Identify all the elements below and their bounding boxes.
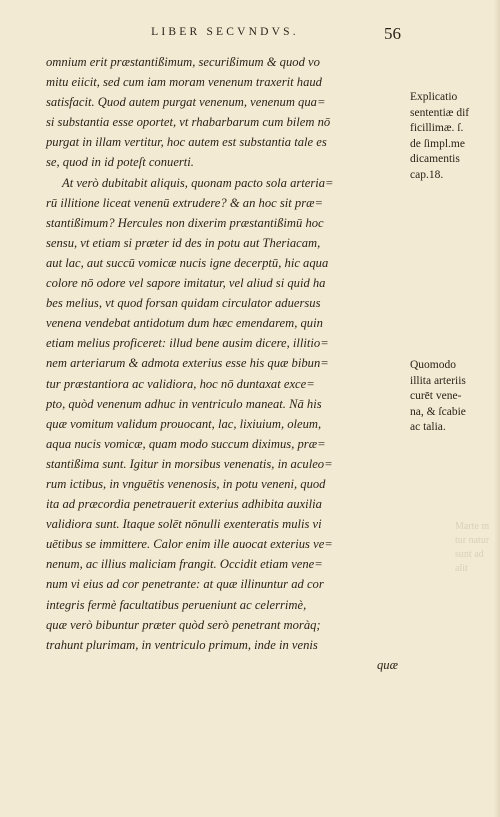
margin-note-line: Quomodo [410,359,456,371]
text-line: nenum, ac illius maliciam frangit. Occidit etiam vene= [46,557,323,572]
margin-note-line: curēt vene- [410,390,462,402]
text-line: colore nō odore vel sapore imitatur, vel aliud si quid ha [46,276,326,291]
text-line: At verò dubitabit aliquis, quonam pacto sola arteria= [62,175,334,190]
text-line: quæ vomitum validum prouocant, lac, lixiuium, oleum, [46,416,322,431]
text-line: satisfacit. Quod autem purgat venenum, venenum qua= [46,95,326,110]
margin-note-line: Explicatio [410,91,458,103]
text-line: stantißimum? Hercules non dixerim præstantißimū hoc [46,215,324,230]
text-line: omnium erit præstantißimum, securißimum & quod vo [46,55,320,69]
text-line: uētibus se immittere. Calor enim ille auocat exterius ve= [46,537,333,552]
margin-note-line: de ſimpl.me [410,137,465,150]
bleed-line: Marte m [455,521,490,532]
margin-note-line: sententiæ dif [410,106,470,119]
text-line: nem arteriarum & admota exterius esse his quæ bibun= [46,356,329,371]
text-line: mitu eiicit, sed cum iam moram venenum traxerit haud [46,75,322,90]
margin-note-line: dicamentis [410,153,460,165]
margin-note-line: cap.18. [410,168,444,181]
text-line: integris fermè facultatibus perueniunt ac celerrimè, [46,597,307,612]
text-line: venena vendebat antidotum dum hæc emendarem, quin [46,316,323,331]
margin-note-line: na, & ſcabie [410,405,466,418]
text-line: trahunt plurimam, in ventriculo primum, inde in venis [46,637,318,652]
text-line: se, quod in id poteſt conuerti. [46,155,194,170]
text-line: validiora sunt. Itaque solēt nōnulli exenteratis mulis vi [46,517,322,532]
margin-note-line: ac talia. [410,421,446,433]
running-title: LIBER SECVNDVS. [151,26,299,38]
bleed-line: alit [455,563,468,574]
main-text-block [46,52,402,675]
text-line: etiam melius proficeret: illud bene ausim dicere, illitio= [46,336,329,351]
text-line: aut lac, aut succū vomicæ nucis igne decerptū, hic aqua [46,255,329,270]
margin-note-line: illita arteriis [410,374,466,387]
page-number: 56 [384,24,401,43]
text-line: pto, quòd venenum adhuc in ventriculo maneat. Nā his [46,396,322,411]
bleed-line: sunt ad [455,549,484,560]
text-line: bes melius, vt quod forsan quidam circulator aduersus [46,296,321,311]
text-line: rū illitione liceat venenū extrudere? & an hoc sit præ= [46,195,323,210]
text-line: ita ad præcordia penetrauerit exterius adhibita auxilia [46,497,322,512]
margin-note-line: ficillimæ. ſ. [410,122,464,134]
text-line: purgat in illam vertitur, hoc autem est substantia tale es [46,135,327,150]
text-line: aqua nucis vomicæ, quam modo succum diximus, præ= [46,436,326,451]
text-line: rum ictibus, in vnguētis venenosis, in potu veneni, quod [46,476,326,491]
margin-note-quomodo [410,358,466,436]
margin-note-explicatio [410,90,469,183]
text-line: quæ verò bibuntur præter quòd serò penetrant moràq; [46,617,321,632]
text-line: sensu, vt etiam si præter id des in potu aut Theriacam, [46,235,321,250]
text-line: tur præstantiora ac validiora, hoc nō duntaxat exce= [46,376,315,391]
paper-edge-shadow [494,0,500,817]
text-line: stantißima sunt. Igitur in morsibus venenatis, in aculeo= [46,456,333,471]
catchword: quæ [377,657,398,672]
text-line: num vi eius ad cor penetrante: at quæ illinuntur ad cor [46,577,324,592]
text-line: si substantia esse oportet, vt rhabarbarum cum bilem nō [46,115,331,130]
bleed-line: tur natur [455,535,490,546]
